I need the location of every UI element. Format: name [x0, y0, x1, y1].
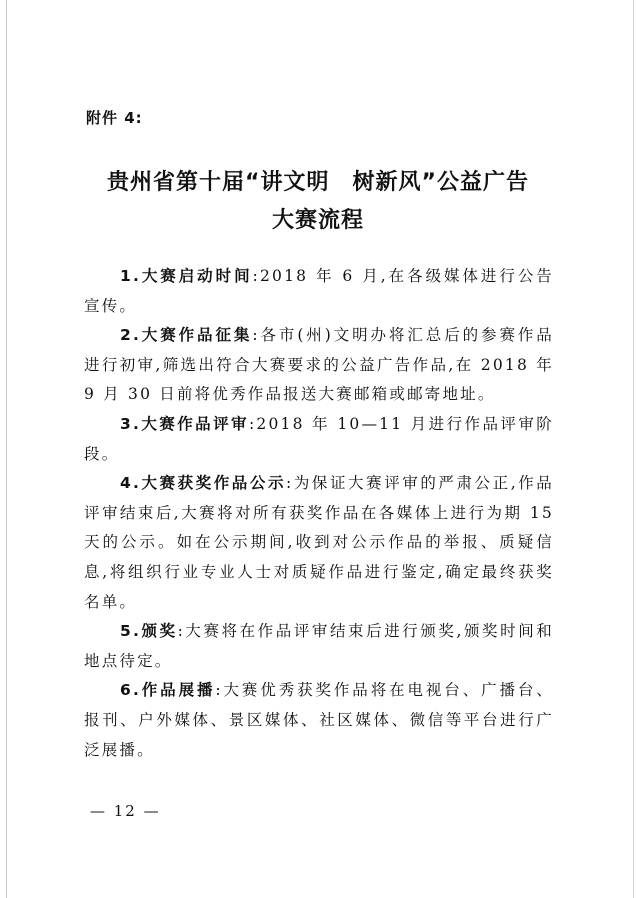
paragraph-text: :2018 年 6 月,在各级媒体进行公告宣传。 — [84, 267, 554, 315]
paragraph-label: 6.作品展播 — [120, 681, 216, 700]
page-right-edge — [633, 0, 634, 898]
paragraph-label: 5.颁奖 — [120, 622, 178, 641]
paragraph-text: :为保证大赛评审的严肃公正,作品评审结束后,大赛将对所有获奖作品在各媒体上进行为期 15 天的公示。如在公示期间,收到对公示作品的举报、质疑信息,将组织行业专业人士对质疑作品进行鉴定,确定最终获奖名单。 — [84, 474, 554, 611]
paragraph-text: :2018 年 10—11 月进行作品评审阶段。 — [84, 414, 554, 463]
paragraph-text: :各市(州)文明办将汇总后的参赛作品进行初审,筛选出符合大赛要求的公益广告作品,在 2018 年 9 月 30 日前将优秀作品报送大赛邮箱或邮寄地址。 — [84, 326, 554, 404]
paragraph-label: 4.大赛获奖作品公示 — [120, 474, 287, 493]
paragraph-publicity — [84, 469, 554, 617]
paragraph-award — [84, 617, 554, 676]
paragraph-review — [84, 410, 554, 469]
paragraph-start-time — [84, 262, 554, 321]
paragraph-text: :大赛优秀获奖作品将在电视台、广播台、报刊、户外媒体、景区媒体、社区媒体、微信等平台进行广泛展播。 — [84, 681, 554, 759]
paragraph-text: :大赛将在作品评审结束后进行颁奖,颁奖时间和地点待定。 — [84, 622, 554, 670]
document-body — [84, 262, 554, 765]
paragraph-collection — [84, 321, 554, 410]
page-number: — 12 — — [90, 802, 161, 820]
document-title-line-1: 贵州省第十届“讲文明 树新风”公益广告 — [107, 170, 529, 195]
document-title-line-2: 大赛流程 — [271, 208, 364, 233]
paragraph-label: 2.大赛作品征集 — [120, 326, 253, 345]
paragraph-label: 1.大赛启动时间 — [120, 267, 253, 285]
page-left-edge — [6, 0, 7, 898]
attachment-label: 附件 4: — [86, 109, 143, 127]
paragraph-label: 3.大赛作品评审 — [120, 414, 249, 433]
paragraph-broadcast — [84, 676, 554, 765]
